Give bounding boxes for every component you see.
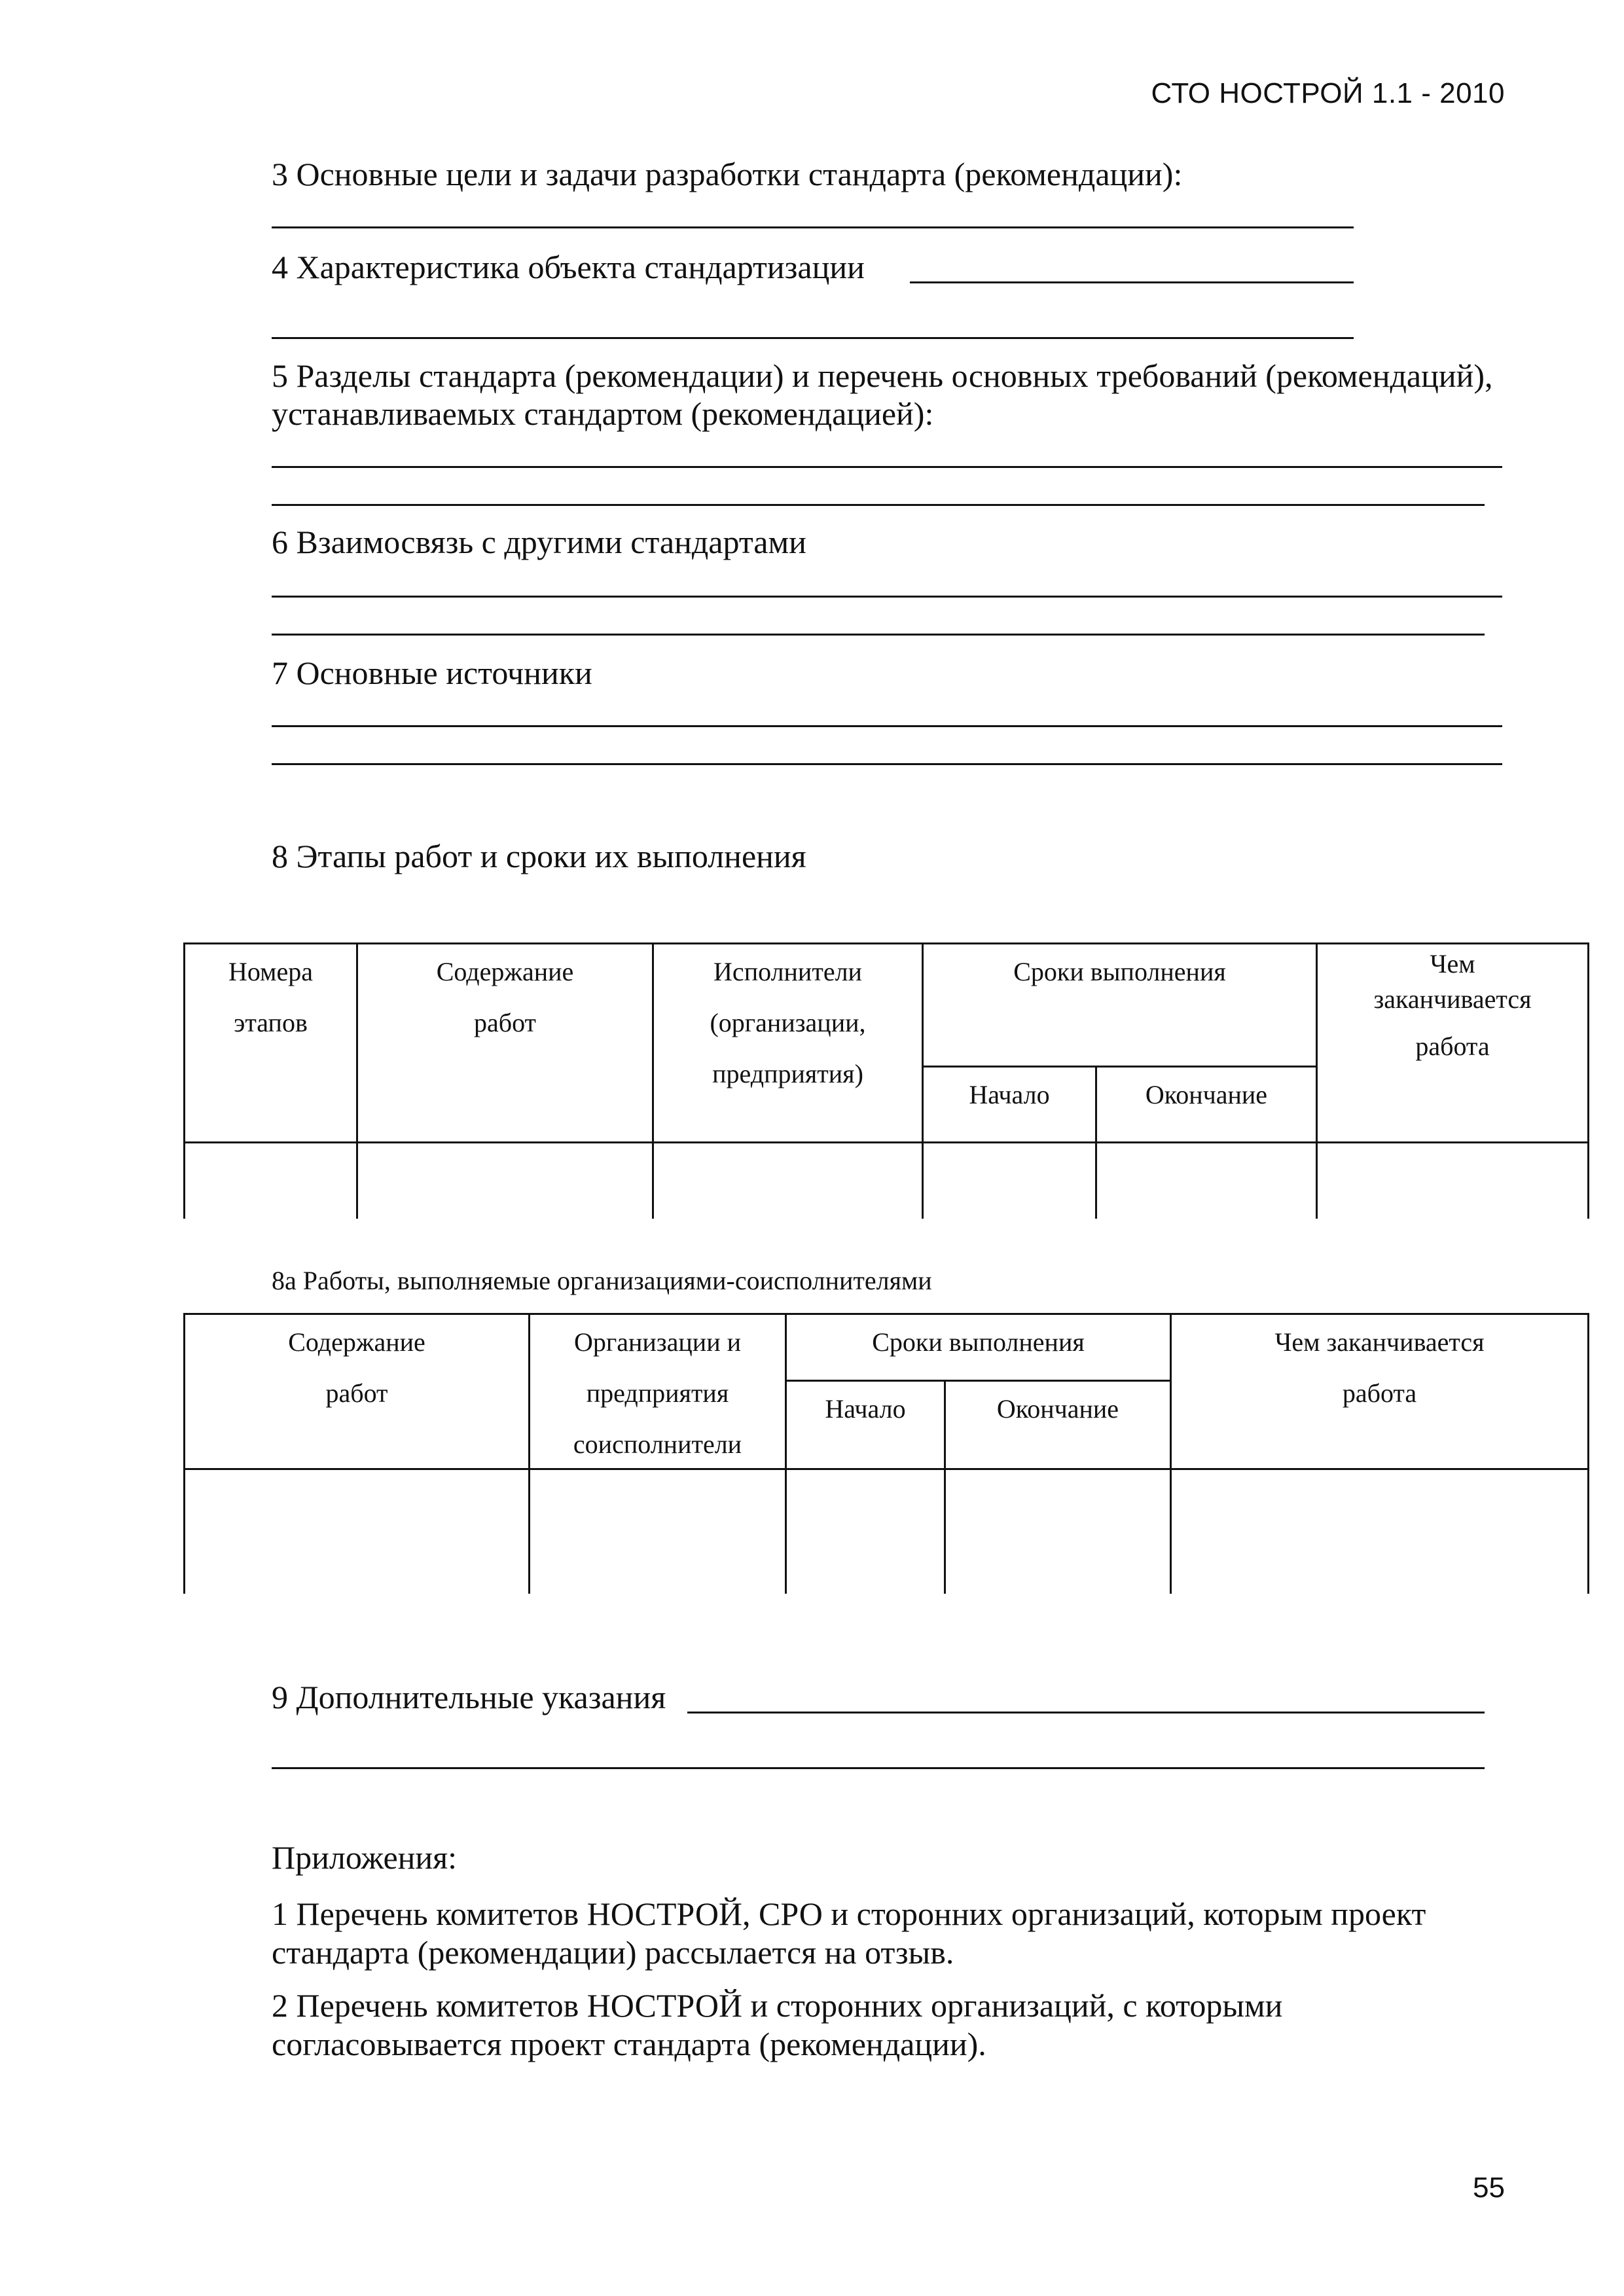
page-number: 55 — [1473, 2172, 1505, 2204]
section-5-title-cont: устанавливаемых стандартом (рекомендацией): — [272, 395, 934, 432]
section-6-title: 6 Взаимосвязь с другими стандартами — [272, 524, 806, 560]
table-cell — [1171, 1469, 1589, 1594]
appendix-2-cont: согласовывается проект стандарта (рекомендации). — [272, 2026, 986, 2062]
appendix-2: 2 Перечень комитетов НОСТРОЙ и сторонних организаций, с которыми — [272, 1987, 1283, 2024]
fill-line — [272, 466, 1502, 468]
fill-line — [272, 763, 1502, 765]
table-cell — [530, 1469, 786, 1594]
appendix-1: 1 Перечень комитетов НОСТРОЙ, СРО и сторонних организаций, которым проект — [272, 1895, 1426, 1932]
header-cell-terms: Сроки выполнения — [923, 944, 1317, 1067]
fill-line — [272, 337, 1354, 339]
table-cell — [945, 1469, 1171, 1594]
fill-line — [272, 226, 1354, 228]
header-cell-start: Начало — [786, 1380, 945, 1469]
section-8-title: 8 Этапы работ и сроки их выполнения — [272, 838, 806, 874]
table-cell — [786, 1469, 945, 1594]
header-cell-content: Содержание работ — [357, 944, 653, 1143]
header-cell-result: Чем заканчивается работа — [1317, 944, 1589, 1143]
table-cell — [1096, 1143, 1317, 1219]
appendices-title: Приложения: — [272, 1839, 458, 1876]
table-cell — [1317, 1143, 1589, 1219]
section-8a-title: 8а Работы, выполняемые организациями-соисполнителями — [272, 1266, 932, 1295]
section-9-title: 9 Дополнительные указания — [272, 1679, 666, 1715]
header-cell-start: Начало — [923, 1067, 1096, 1143]
fill-line — [272, 634, 1485, 636]
co-executors-table — [183, 1313, 1589, 1594]
table-cell — [185, 1469, 530, 1594]
table-cell — [357, 1143, 653, 1219]
appendix-1-cont: стандарта (рекомендации) рассылается на отзыв. — [272, 1934, 954, 1971]
header-cell-executors: Исполнители (организации, предприятия) — [653, 944, 923, 1143]
header-cell-terms: Сроки выполнения — [786, 1314, 1171, 1381]
header-cell-organizations: Организации и предприятия соисполнители — [530, 1314, 786, 1469]
header-cell-result: Чем заканчивается работа — [1171, 1314, 1589, 1469]
fill-line — [272, 1767, 1485, 1769]
header-cell-stage-number: Номера этапов — [185, 944, 357, 1143]
fill-line — [687, 1712, 1485, 1713]
section-4-title: 4 Характеристика объекта стандартизации — [272, 249, 865, 285]
fill-line — [272, 504, 1485, 506]
section-3-title: 3 Основные цели и задачи разработки стандарта (рекомендации): — [272, 156, 1183, 192]
section-5-title: 5 Разделы стандарта (рекомендации) и перечень основных требований (рекомендаций), — [272, 357, 1493, 394]
fill-line — [272, 725, 1502, 727]
table-cell — [923, 1143, 1096, 1219]
fill-line — [910, 281, 1354, 283]
section-7-title: 7 Основные источники — [272, 655, 592, 691]
header-cell-end: Окончание — [945, 1380, 1171, 1469]
stages-table — [183, 942, 1589, 1219]
header-cell-end: Окончание — [1096, 1067, 1317, 1143]
header-cell-content: Содержание работ — [185, 1314, 530, 1469]
table-cell — [185, 1143, 357, 1219]
fill-line — [272, 596, 1502, 598]
table-cell — [653, 1143, 923, 1219]
document-code: СТО НОСТРОЙ 1.1 - 2010 — [1151, 77, 1505, 109]
